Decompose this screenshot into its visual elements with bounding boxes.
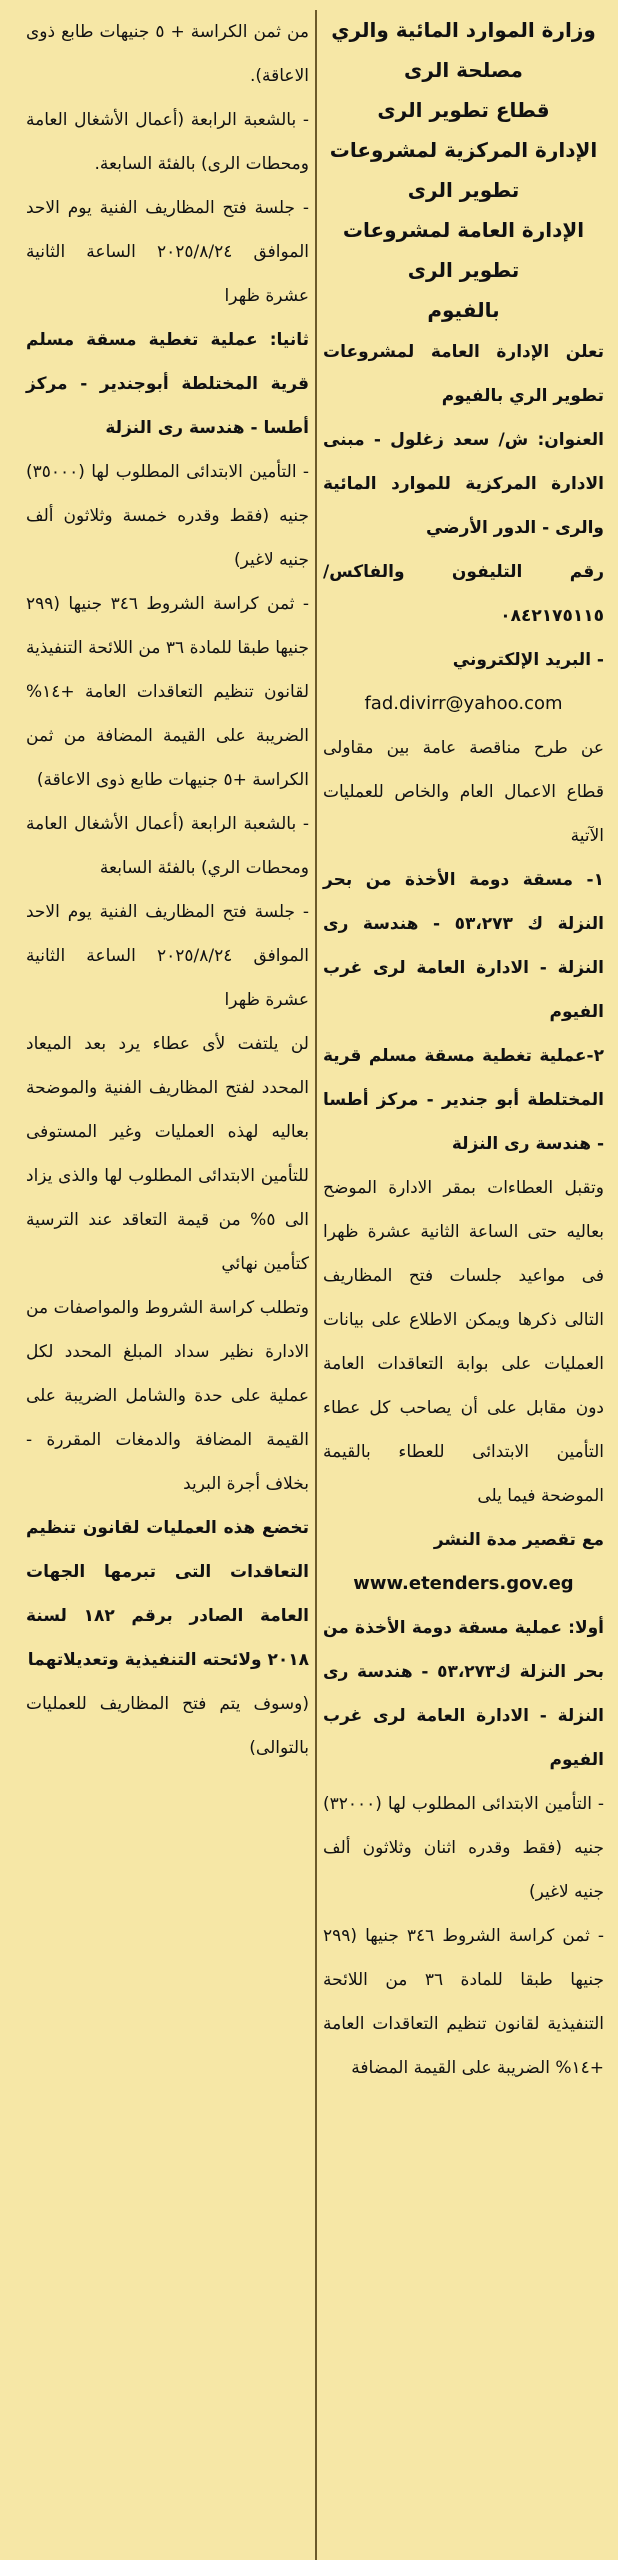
header-line: مصلحة الرى bbox=[404, 58, 523, 82]
session-second: - جلسة فتح المظاريف الفنية يوم الاحد الموافق ٢٠٢٥/٨/٢٤ الساعة الثانية عشرة ظهرا bbox=[26, 902, 309, 1010]
email-address[interactable]: fad.divirr@yahoo.com bbox=[364, 693, 563, 714]
booklet-price-second: - ثمن كراسة الشروط ٣٤٦ جنيها (٢٩٩ جنيها طبقا للمادة ٣٦ من اللائحة التنفيذية لقانون تنظيم التعاقدات العامة +١٤% الضريبة على القيمة المضافة من ثمن الكراسة +٥ جنيهات طابع ذوى الاعاقة) bbox=[26, 594, 309, 790]
division-second: - بالشعبة الرابعة (أعمال الأشغال العامة ومحطات الري) بالفئة السابعة bbox=[26, 814, 309, 878]
session-first: - جلسة فتح المظاريف الفنية يوم الاحد الموافق ٢٠٢٥/٨/٢٤ الساعة الثانية عشرة ظهرا bbox=[26, 198, 309, 306]
booklet-price-first: - ثمن كراسة الشروط ٣٤٦ جنيها (٢٩٩ جنيها طبقا للمادة ٣٦ من اللائحة التنفيذية لقانون تنظيم التعاقدات العامة +١٤% الضريبة على القيمة المضافة bbox=[323, 1926, 604, 2078]
announcement-intro: تعلن الإدارة العامة لمشروعات تطوير الري بالفيوم bbox=[323, 342, 604, 406]
right-column bbox=[315, 10, 610, 2560]
project-1: ١- مسقة دومة الأخذة من بحر النزلة ك ٥٣،٢٧٣ - هندسة رى النزلة - الادارة العامة لرى غرب الفيوم bbox=[323, 870, 604, 1022]
header-line: بالفيوم bbox=[427, 298, 500, 322]
project-2: ٢-عملية تغطية مسقة مسلم قرية المختلطة أبو جندير - مركز أطسا - هندسة رى النزلة bbox=[323, 1046, 604, 1154]
shortened-publication: مع تقصير مدة النشر bbox=[433, 1530, 604, 1550]
email-label: - البريد الإلكتروني bbox=[452, 650, 604, 670]
section-second: ثانيا: عملية تغطية مسقة مسلم قرية المختلطة أبوجندير - مركز أطسا - هندسة رى النزلة bbox=[26, 330, 309, 438]
header-line: وزارة الموارد المائية والري bbox=[331, 18, 596, 42]
tender-intro: عن طرح مناقصة عامة بين مقاولى قطاع الاعمال العام والخاص للعمليات الآتية bbox=[323, 738, 604, 846]
law-note: تخضع هذه العمليات لقانون تنظيم التعاقدات التى تبرمها الجهات العامة الصادر برقم ١٨٢ لسنة ٢٠١٨ ولائحته التنفيذية وتعديلاتهما bbox=[26, 1518, 309, 1670]
section-first: أولا: عملية مسقة دومة الأخذة من بحر النزلة ك٥٣،٢٧٣ - هندسة رى النزلة - الادارة العامة لرى غرب الفيوم bbox=[323, 1618, 604, 1770]
notice-header bbox=[323, 10, 604, 330]
left-column bbox=[20, 10, 315, 2560]
deposit-second: - التأمين الابتدائى المطلوب لها (٣٥٠٠٠) جنيه (فقط وقدره خمسة وثلاثون ألف جنيه لاغير) bbox=[26, 462, 309, 570]
division-first: - بالشعبة الرابعة (أعمال الأشغال العامة ومحطات الرى) بالفئة السابعة. bbox=[26, 110, 309, 174]
phone-fax: رقم التليفون والفاكس/ ٠٨٤٢١٧٥١١٥ bbox=[323, 562, 604, 626]
sequential-opening-note: (وسوف يتم فتح المظاريف للعمليات بالتوالى) bbox=[26, 1694, 309, 1758]
bid-submission-text: وتقبل العطاءات بمقر الادارة الموضح بعاليه حتى الساعة الثانية عشرة ظهرا فى مواعيد جلسات فتح المظاريف التالى ذكرها ويمكن الاطلاع على بيانات العمليات على بوابة التعاقدات العامة دون مقابل على أن يصاحب كل عطاء التأمين الابتدائى للعطاء بالقيمة الموضحة فيما يلى bbox=[323, 1178, 604, 1506]
header-line: الإدارة المركزية لمشروعات bbox=[329, 138, 598, 162]
etenders-link[interactable]: www.etenders.gov.eg bbox=[353, 1573, 574, 1594]
deposit-first: - التأمين الابتدائى المطلوب لها (٣٢٠٠٠) جنيه (فقط وقدره اثنان وثلاثون ألف جنيه لاغير) bbox=[323, 1794, 604, 1902]
header-line: تطوير الرى bbox=[407, 178, 520, 202]
header-line: الإدارة العامة لمشروعات bbox=[342, 218, 585, 242]
header-line: قطاع تطوير الرى bbox=[377, 98, 550, 122]
header-line: تطوير الرى bbox=[407, 258, 520, 282]
booklet-stamp: من ثمن الكراسة + ٥ جنيهات طابع ذوى الاعاقة). bbox=[26, 22, 309, 86]
address: العنوان: ش/ سعد زغلول - مبنى الادارة المركزية للموارد المائية والرى - الدور الأرضي bbox=[323, 430, 604, 538]
late-bids-note: لن يلتفت لأى عطاء يرد بعد الميعاد المحدد لفتح المظاريف الفنية والموضحة بعاليه لهذه العمليات وغير المستوفى للتأمين الابتدائى المطلوب لها والذى يزاد الى ٥% من قيمة التعاقد عند الترسية كتأمين نهائي bbox=[26, 1034, 309, 1274]
booklet-request-note: وتطلب كراسة الشروط والمواصفات من الادارة نظير سداد المبلغ المحدد لكل عملية على حدة والشامل الضريبة على القيمة المضافة والدمغات المقررة - بخلاف أجرة البريد bbox=[26, 1298, 309, 1494]
